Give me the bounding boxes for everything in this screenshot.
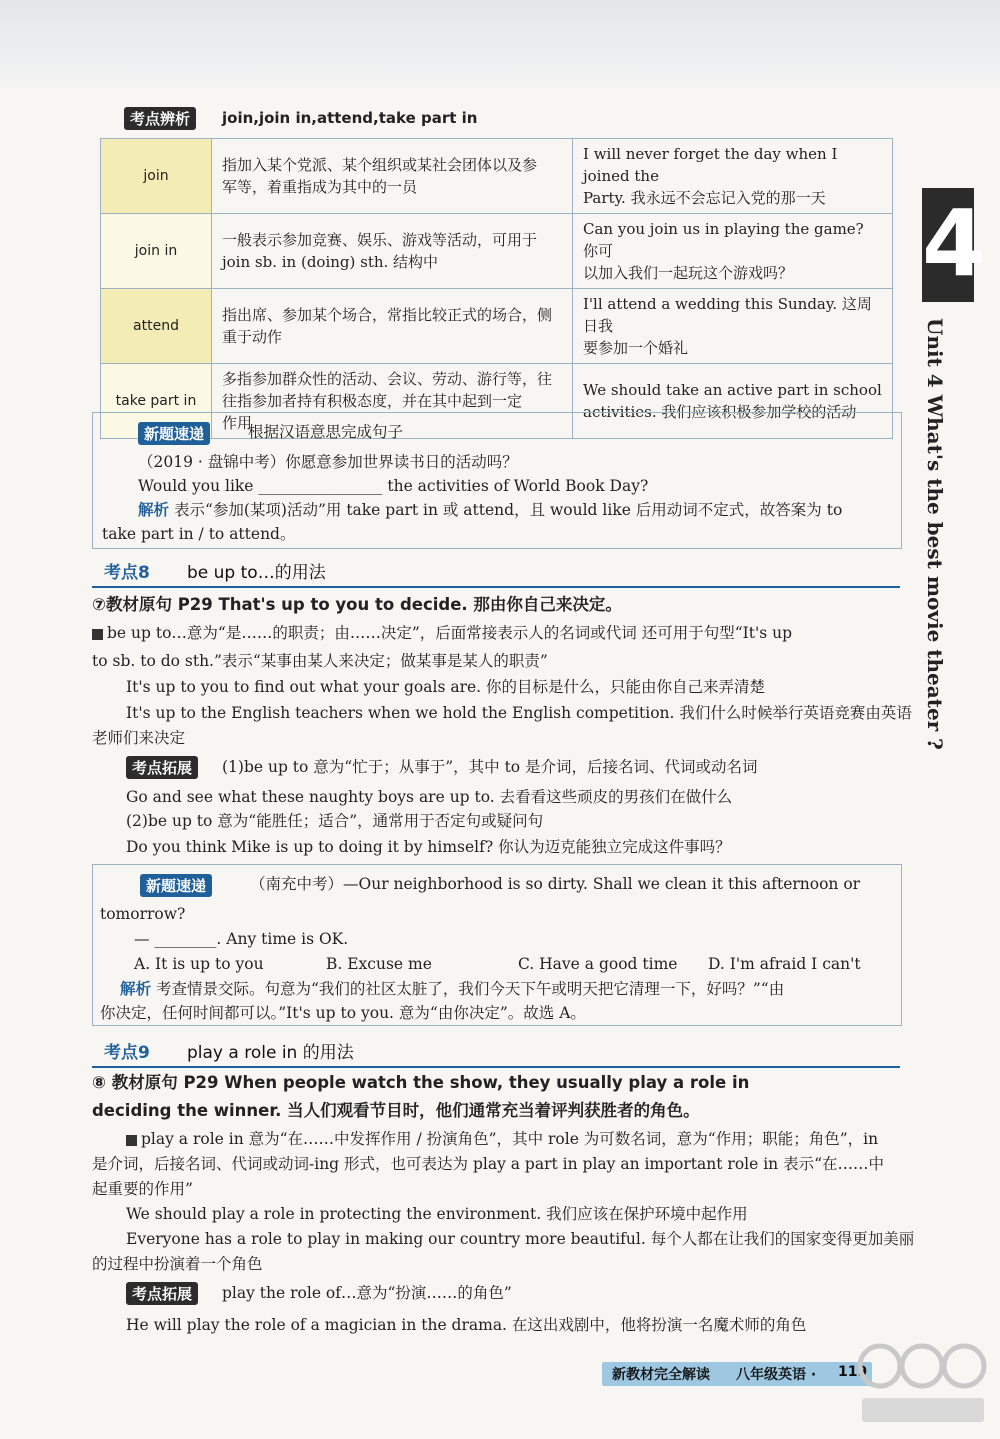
example-sentence: It's up to you to find out what your goals are. 你的目标是什么，只能由你自己来弄清楚 (126, 678, 766, 696)
point-number: 考点8 (104, 563, 150, 583)
practice-question: tomorrow? (100, 905, 186, 923)
practice-question: — ________. Any time is OK. (134, 930, 349, 948)
analysis-line: take part in / to attend。 (102, 525, 296, 543)
description-line: 作用 (222, 414, 253, 432)
example-line: We should take an active part in school (583, 381, 882, 399)
term-cell: join in (101, 214, 212, 289)
section-title: join,join in,attend,take part in (222, 109, 478, 127)
section-tag: 考点辨析 (124, 107, 196, 130)
unit-number: 4 (922, 190, 987, 297)
analysis-line: 你决定，任何时间都可以。”It's up to you. 意为“由你决定”。故选 A。 (100, 1004, 586, 1022)
extension-example: Do you think Mike is up to doing it by himself? 你认为迈克能独立完成这件事吗？ (126, 838, 731, 856)
book-title: 新教材完全解读 (612, 1367, 710, 1383)
page-top-band (0, 0, 1000, 88)
option-d: D. I'm afraid I can't (708, 955, 861, 973)
extension-text: play the role of…意为“扮演……的角色” (222, 1284, 512, 1302)
example-line: 以加入我们一起玩这个游戏吗？ (583, 264, 794, 282)
original-sentence: ⑦教材原句 P29 That's up to you to decide. 那由你自己来决定。 (92, 595, 622, 614)
practice-question (138, 475, 648, 497)
description-cell (212, 214, 573, 289)
table-row (101, 214, 893, 289)
point-9-header (92, 1036, 900, 1068)
practice-tag: 新题速递 (140, 874, 212, 897)
answer-blank: ________________ (258, 477, 383, 495)
description-line: 指加入某个党派、某个组织或某社会团体以及参 (222, 156, 538, 174)
practice-tag: 新题速递 (138, 422, 210, 445)
original-sentence: ⑧ 教材原句 P29 When people watch the show, they usually play a role in (92, 1073, 750, 1092)
example-sentence: It's up to the English teachers when we hold the English competition. 我们什么时候举行英语竞赛由英语 (126, 704, 912, 722)
extension-tag: 考点拓展 (126, 756, 198, 779)
practice-heading: 根据汉语意思完成句子 (248, 423, 404, 441)
example-line: 要参加一个婚礼 (583, 339, 689, 357)
square-bullet-icon (126, 1135, 137, 1146)
explanation-text: play a role in 意为“在……中发挥作用 / 扮演角色”，其中 role 为可数名词，意为“作用；职能；角色”，in (141, 1130, 879, 1148)
example-line: Party. 我永远不会忘记入党的那一天 (583, 189, 826, 207)
example-cell (573, 139, 893, 214)
table-row (101, 139, 893, 214)
explanation-line: 起重要的作用” (92, 1180, 193, 1198)
table-row (101, 289, 893, 364)
original-sentence: deciding the winner. 当人们观看节目时，他们通常充当着评判获胜者的角色。 (92, 1101, 700, 1120)
option-c: C. Have a good time (518, 955, 678, 973)
example-line: I'll attend a wedding this Sunday. 这周日我 (583, 295, 872, 335)
page-number: 119 (838, 1364, 868, 1380)
extension-example: Go and see what these naughty boys are up to. 去看看这些顽皮的男孩们在做什么 (126, 788, 733, 806)
example-cell (573, 289, 893, 364)
point-title: be up to…的用法 (187, 563, 326, 583)
term-cell: attend (101, 289, 212, 364)
comparison-table (100, 138, 893, 439)
example-sentence: 老师们来决定 (92, 729, 186, 747)
description-line: 往指参加者持有积极态度，并在其中起到一定 (222, 392, 523, 410)
question-text: Would you like (138, 477, 254, 495)
example-sentence: Everyone has a role to play in making our country more beautiful. 每个人都在让我们的国家变得更加美丽 (126, 1230, 915, 1248)
example-line: I will never forget the day when I joined the (583, 145, 838, 185)
grade-label: 八年级英语 · (736, 1367, 817, 1383)
extension-text: (1)be up to 意为“忙于；从事于”，其中 to 是介词，后接名词、代词或动名词 (222, 758, 758, 776)
description-cell (212, 289, 573, 364)
analysis-label: 解析 (120, 980, 152, 998)
unit-tab (922, 188, 987, 302)
analysis-text: 表示“参加(某项)活动”用 take part in 或 attend，且 would like 后用动词不定式，故答案为 to (173, 501, 843, 519)
term-cell: join (101, 139, 212, 214)
unit-title-vertical (923, 318, 971, 750)
explanation-text: be up to…意为“是……的职责；由……决定”，后面常接表示人的名词或代词 还可用于句型“It's up (107, 624, 793, 642)
footer-bar (602, 1362, 872, 1386)
example-sentence: We should play a role in protecting the environment. 我们应该在保护环境中起作用 (126, 1205, 748, 1223)
term-cell: take part in (101, 364, 212, 439)
extension-example: He will play the role of a magician in the drama. 在这出戏剧中，他将扮演一名魔术师的角色 (126, 1316, 807, 1334)
analysis-line (120, 978, 784, 1000)
description-line: 多指参加群众性的活动、会议、劳动、游行等，往 (222, 370, 553, 388)
practice-question: （南充中考）—Our neighborhood is so dirty. Shall we clean it this afternoon or (250, 875, 861, 893)
extension-text: (2)be up to 意为“能胜任；适合”，通常用于否定句或疑问句 (126, 812, 544, 830)
explanation-line (92, 622, 792, 644)
square-bullet-icon (92, 629, 103, 640)
description-line: 军等，着重指成为其中的一员 (222, 178, 418, 196)
question-text: the activities of World Book Day? (387, 477, 649, 495)
description-cell (212, 139, 573, 214)
explanation-line: 是介词，后接名词、代词或动词-ing 形式，也可表达为 play a part in play an important role in 表示“在……中 (92, 1155, 884, 1173)
point-8-header (92, 556, 900, 588)
unit-title: Unit 4 What's the best movie theater ? (923, 318, 947, 750)
practice-source: （2019 · 盘锦中考）你愿意参加世界读书日的活动吗？ (138, 453, 518, 471)
description-line: join sb. in (doing) sth. 结构中 (222, 253, 439, 271)
example-sentence: 的过程中扮演着一个角色 (92, 1255, 263, 1273)
description-line: 一般表示参加竞赛、娱乐、游戏等活动，可用于 (222, 231, 538, 249)
example-line: activities. 我们应该积极参加学校的活动 (583, 403, 857, 421)
explanation-line (126, 1128, 878, 1150)
example-cell (573, 214, 893, 289)
point-title: play a role in 的用法 (187, 1043, 354, 1063)
description-line: 重于动作 (222, 328, 283, 346)
example-line: Can you join us in playing the game? 你可 (583, 220, 864, 260)
analysis-label: 解析 (138, 501, 170, 519)
description-line: 指出席、参加某个场合，常指比较正式的场合，侧 (222, 306, 553, 324)
watermark-logo (858, 1342, 988, 1427)
point-number: 考点9 (104, 1043, 150, 1063)
option-b: B. Excuse me (326, 955, 432, 973)
option-a: A. It is up to you (134, 955, 264, 973)
explanation-line: to sb. to do sth.”表示“某事由某人来决定；做某事是某人的职责” (92, 652, 548, 670)
analysis-line (138, 499, 842, 521)
extension-tag: 考点拓展 (126, 1282, 198, 1305)
analysis-text: 考查情景交际。句意为“我们的社区太脏了，我们今天下午或明天把它清理一下，好吗？”“由 (155, 980, 785, 998)
